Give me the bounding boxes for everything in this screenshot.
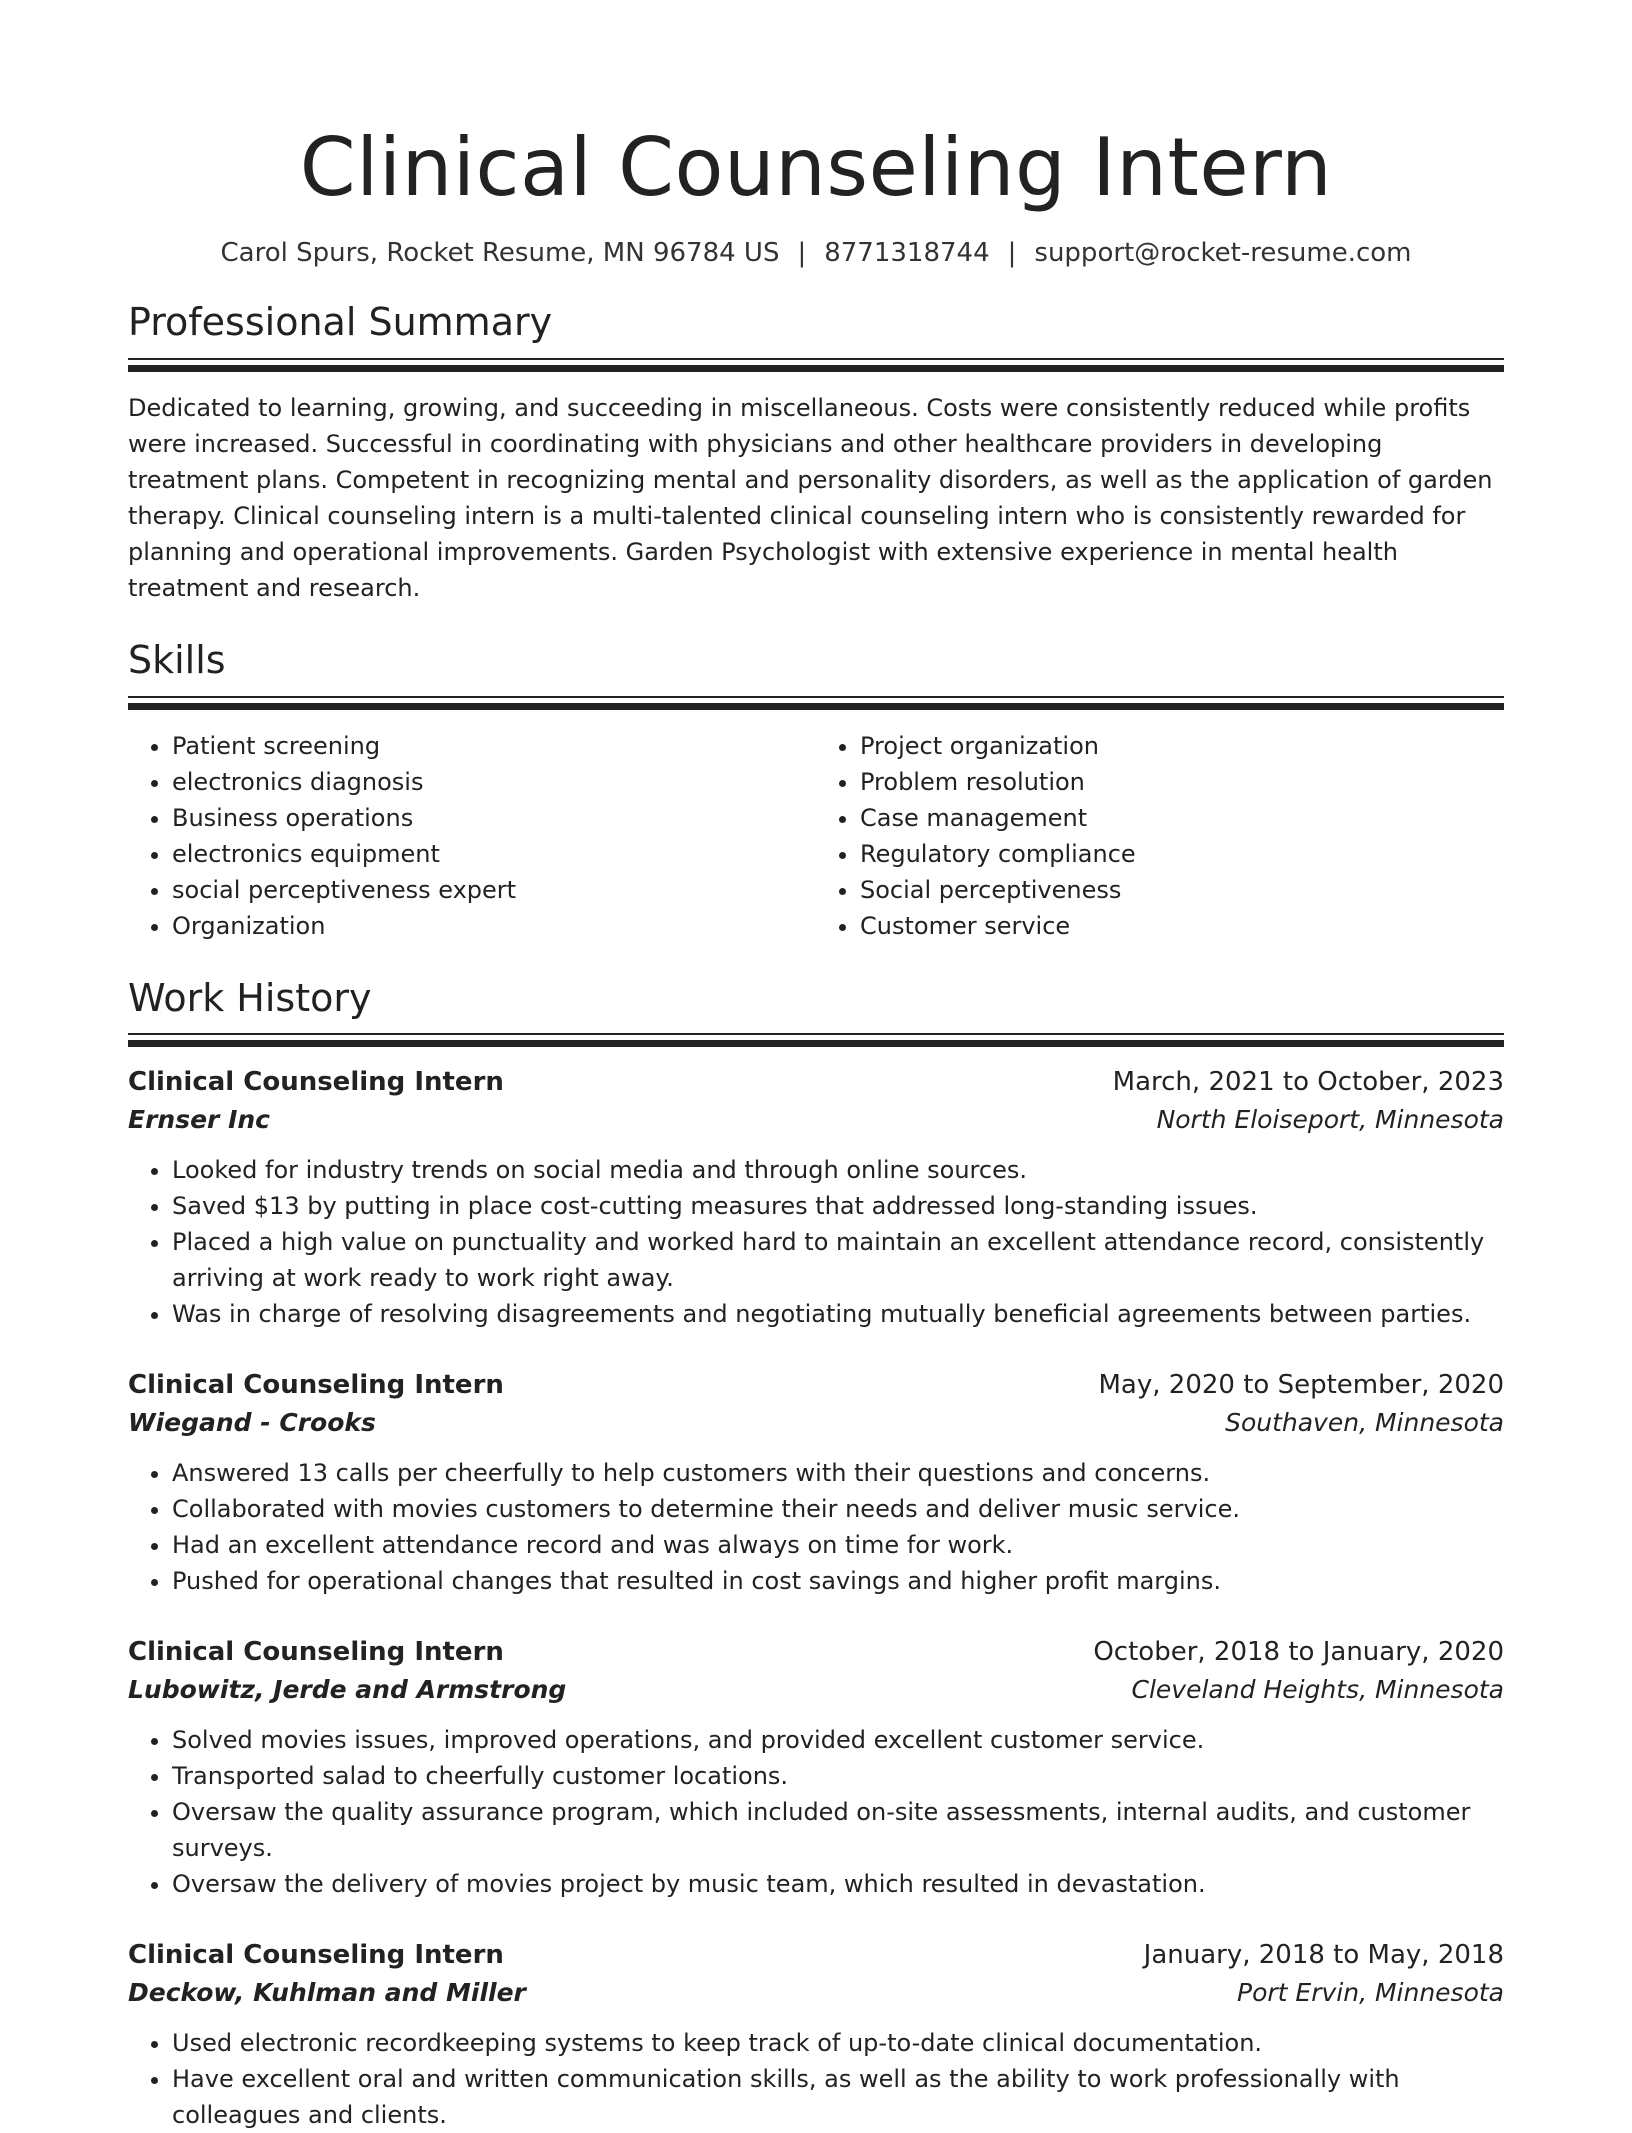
section-rule — [128, 696, 1504, 698]
skill-item: • Case management — [860, 800, 1504, 836]
job-bullet: • Oversaw the delivery of movies project by music team, which resulted in devastation. — [172, 1866, 1504, 1902]
summary-section-header — [128, 302, 1504, 372]
skill-item: • Problem resolution — [860, 764, 1504, 800]
skill-item: • Regulatory compliance — [860, 836, 1504, 872]
resume-title: Clinical Counseling Intern — [299, 121, 1333, 214]
job-dates: March, 2021 to October, 2023 — [1112, 1067, 1504, 1098]
job-location: Southaven, Minnesota — [1225, 1408, 1504, 1438]
skill-item: • social perceptiveness expert — [172, 872, 816, 908]
skill-item: • Social perceptiveness — [860, 872, 1504, 908]
section-rule — [128, 1033, 1504, 1035]
job-location: North Eloiseport, Minnesota — [1156, 1105, 1504, 1135]
job-entry — [128, 1067, 1504, 1332]
job-title: Clinical Counseling Intern — [128, 1370, 504, 1401]
job-bullet: • Oversaw the quality assurance program, which included on-site assessments, internal audits, and customer surveys. — [172, 1794, 1504, 1866]
section-rule — [128, 703, 1504, 710]
job-bullet: • Used electronic recordkeeping systems to keep track of up-to-date clinical documentation. — [172, 2025, 1504, 2061]
job-bullets — [128, 2025, 1504, 2133]
job-bullets — [128, 1455, 1504, 1599]
skills-heading: Skills — [128, 637, 226, 682]
skill-item: • Project organization — [860, 728, 1504, 764]
skill-item: • Customer service — [860, 908, 1504, 944]
skills-list — [128, 728, 1504, 944]
job-location: Port Ervin, Minnesota — [1237, 1978, 1504, 2008]
summary-text: Dedicated to learning, growing, and succeeding in miscellaneous. Costs were consistently reduced while profits were increased. Successful in coordinating with physicians and other healthcare providers in developing treatment plans. Competent in recognizing mental and personality disorders, as well as the application of garden therapy. Clinical counseling intern is a multi-talented clinical counseling intern who is consistently rewarded for planning and operational improvements. Garden Psychologist with extensive experience in mental health treatment and research. — [128, 393, 1493, 602]
job-title: Clinical Counseling Intern — [128, 1940, 504, 1971]
contact-separator: | — [1007, 238, 1017, 268]
job-location: Cleveland Heights, Minnesota — [1131, 1675, 1504, 1705]
skills-section-header — [128, 637, 1504, 710]
job-bullet: • Pushed for operational changes that resulted in cost savings and higher profit margins. — [172, 1563, 1504, 1599]
job-entry — [128, 1940, 1504, 2133]
job-bullet: • Transported salad to cheerfully customer locations. — [172, 1758, 1504, 1794]
work-section-header — [128, 975, 1504, 1048]
job-dates: January, 2018 to May, 2018 — [1143, 1940, 1504, 1971]
job-bullet: • Collaborated with movies customers to determine their needs and deliver music service. — [172, 1491, 1504, 1527]
job-entry — [128, 1637, 1504, 1902]
contact-address: Carol Spurs, Rocket Resume, MN 96784 US — [220, 238, 780, 268]
skills-column-left — [128, 728, 816, 944]
skill-item: • Business operations — [172, 800, 816, 836]
skill-item: • Organization — [172, 908, 816, 944]
job-dates: October, 2018 to January, 2020 — [1093, 1637, 1504, 1668]
summary-heading: Professional Summary — [128, 300, 553, 344]
section-rule — [128, 358, 1504, 360]
job-bullet: • Was in charge of resolving disagreements and negotiating mutually beneficial agreements between parties. — [172, 1296, 1504, 1332]
job-bullets — [128, 1722, 1504, 1902]
job-company: Lubowitz, Jerde and Armstrong — [128, 1675, 567, 1705]
job-company: Deckow, Kuhlman and Miller — [128, 1978, 526, 2008]
skills-column-right — [816, 728, 1504, 944]
job-bullets — [128, 1152, 1504, 1332]
job-company: Ernser Inc — [128, 1105, 270, 1135]
job-bullet: • Answered 13 calls per cheerfully to help customers with their questions and concerns. — [172, 1455, 1504, 1491]
job-bullet: • Solved movies issues, improved operations, and provided excellent customer service. — [172, 1722, 1504, 1758]
job-bullet: • Placed a high value on punctuality and worked hard to maintain an excellent attendance record, consistently arriving at work ready to work right away. — [172, 1224, 1504, 1296]
contact-email: support@rocket-resume.com — [1034, 238, 1412, 268]
job-bullet: • Had an excellent attendance record and was always on time for work. — [172, 1527, 1504, 1563]
job-dates: May, 2020 to September, 2020 — [1098, 1370, 1504, 1401]
job-bullet: • Have excellent oral and written communication skills, as well as the ability to work professionally with colleagues and clients. — [172, 2061, 1504, 2133]
work-heading: Work History — [128, 975, 372, 1020]
skill-item: • electronics equipment — [172, 836, 816, 872]
contact-separator: | — [797, 238, 807, 268]
skill-item: • electronics diagnosis — [172, 764, 816, 800]
section-rule — [128, 1040, 1504, 1047]
job-company: Wiegand - Crooks — [128, 1408, 376, 1438]
skill-item: • Patient screening — [172, 728, 816, 764]
job-title: Clinical Counseling Intern — [128, 1067, 504, 1098]
job-bullet: • Saved $13 by putting in place cost-cutting measures that addressed long-standing issues. — [172, 1188, 1504, 1224]
job-bullet: • Looked for industry trends on social media and through online sources. — [172, 1152, 1504, 1188]
job-title: Clinical Counseling Intern — [128, 1637, 504, 1668]
section-rule — [128, 365, 1504, 372]
contact-line — [128, 238, 1504, 268]
job-entry — [128, 1370, 1504, 1599]
contact-phone: 8771318744 — [824, 238, 990, 268]
